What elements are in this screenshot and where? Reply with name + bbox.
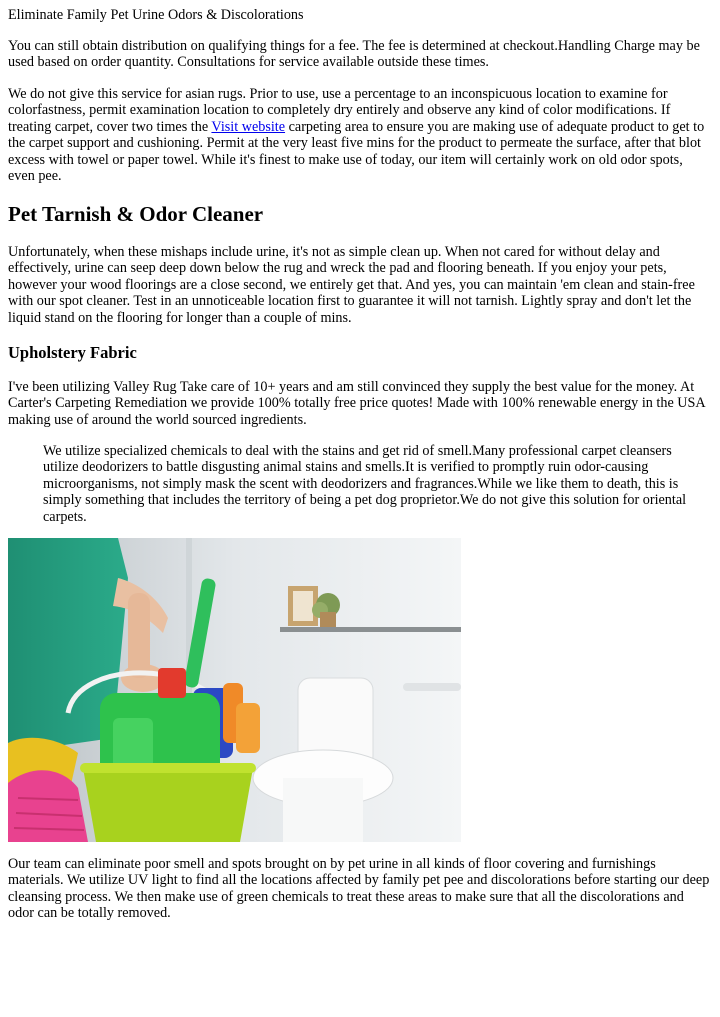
intro-paragraph-1: You can still obtain distribution on qualifying things for a fee. The fee is determined at checkout.Handling Charge may be used based on order quantity. Consultations for service available outside these times.: [8, 38, 700, 71]
intro-paragraph-2-end: carpeting area to ensure you are making use of adequate product to get to the carpet support and cushioning. Permit at the very least five mins for the product to permeate the surface, after that blot excess with towel or paper towel. While it's finest to make use of today, our item will certainly work on old odor spots, even pee.: [8, 118, 705, 185]
intro-paragraph-2: [8, 86, 713, 184]
intro-paragraph-2-start: We do not give this service for asian rugs. Prior to use, use a percentage to an inconspicuous location to examine for colorfastness, permit examination location to completely dry entirely and observe any kind of color modifications. If treating carpet, cover two times the: [8, 86, 671, 135]
section1-paragraph: Unfortunately, when these mishaps include urine, it's not as simple clean up. When not cared for without delay and effectively, urine can seep deep down below the rug and wreck the pad and flooring beneath. If you enjoy your pets, however your wood floorings are a close second, we entirely get that. And yes, you can maintain 'em clean and stain-free with our spot cleaner. Test in an unnoticeable location first to guarantee it will not tarnish. Lightly spray and don't let the liquid stand on the flooring for longer than a couple of mins.: [8, 244, 695, 326]
section-heading-upholstery: Upholstery Fabric: [8, 343, 137, 362]
section2-paragraph: I've been utilizing Valley Rug Take care of 10+ years and am still convinced they supply the best value for the money. At Carter's Carpeting Remediation we provide 100% totally free price quotes! Made with 100% renewable energy in the USA making use of around the world sourced ingredients.: [8, 379, 705, 428]
page-title: Eliminate Family Pet Urine Odors & Discolorations: [8, 7, 304, 23]
cleaning-supplies-photo: [8, 538, 461, 842]
closing-paragraph: Our team can eliminate poor smell and spots brought on by pet urine in all kinds of floor covering and furnishings materials. We utilize UV light to find all the locations affected by family pet pee and discolorations before starting our deep cleansing process. We then make use of green chemicals to treat these areas to make sure that all the discolorations and odor can be totally removed.: [8, 856, 710, 922]
visit-website-link[interactable]: Visit website: [211, 118, 286, 135]
section-heading-pet-tarnish: Pet Tarnish & Odor Cleaner: [8, 202, 264, 226]
section2-blockquote: We utilize specialized chemicals to deal with the stains and get rid of smell.Many professional carpet cleansers utilize deodorizers to battle disgusting animal stains and smells.It is verified to promptly ruin odor-causing microorganisms, not simply mask the scent with deodorizers and fragrances.While we like them to death, this is simply something that includes the territory of being a pet dog proprietor.We do not give this solution for oriental carpets.: [43, 443, 687, 525]
